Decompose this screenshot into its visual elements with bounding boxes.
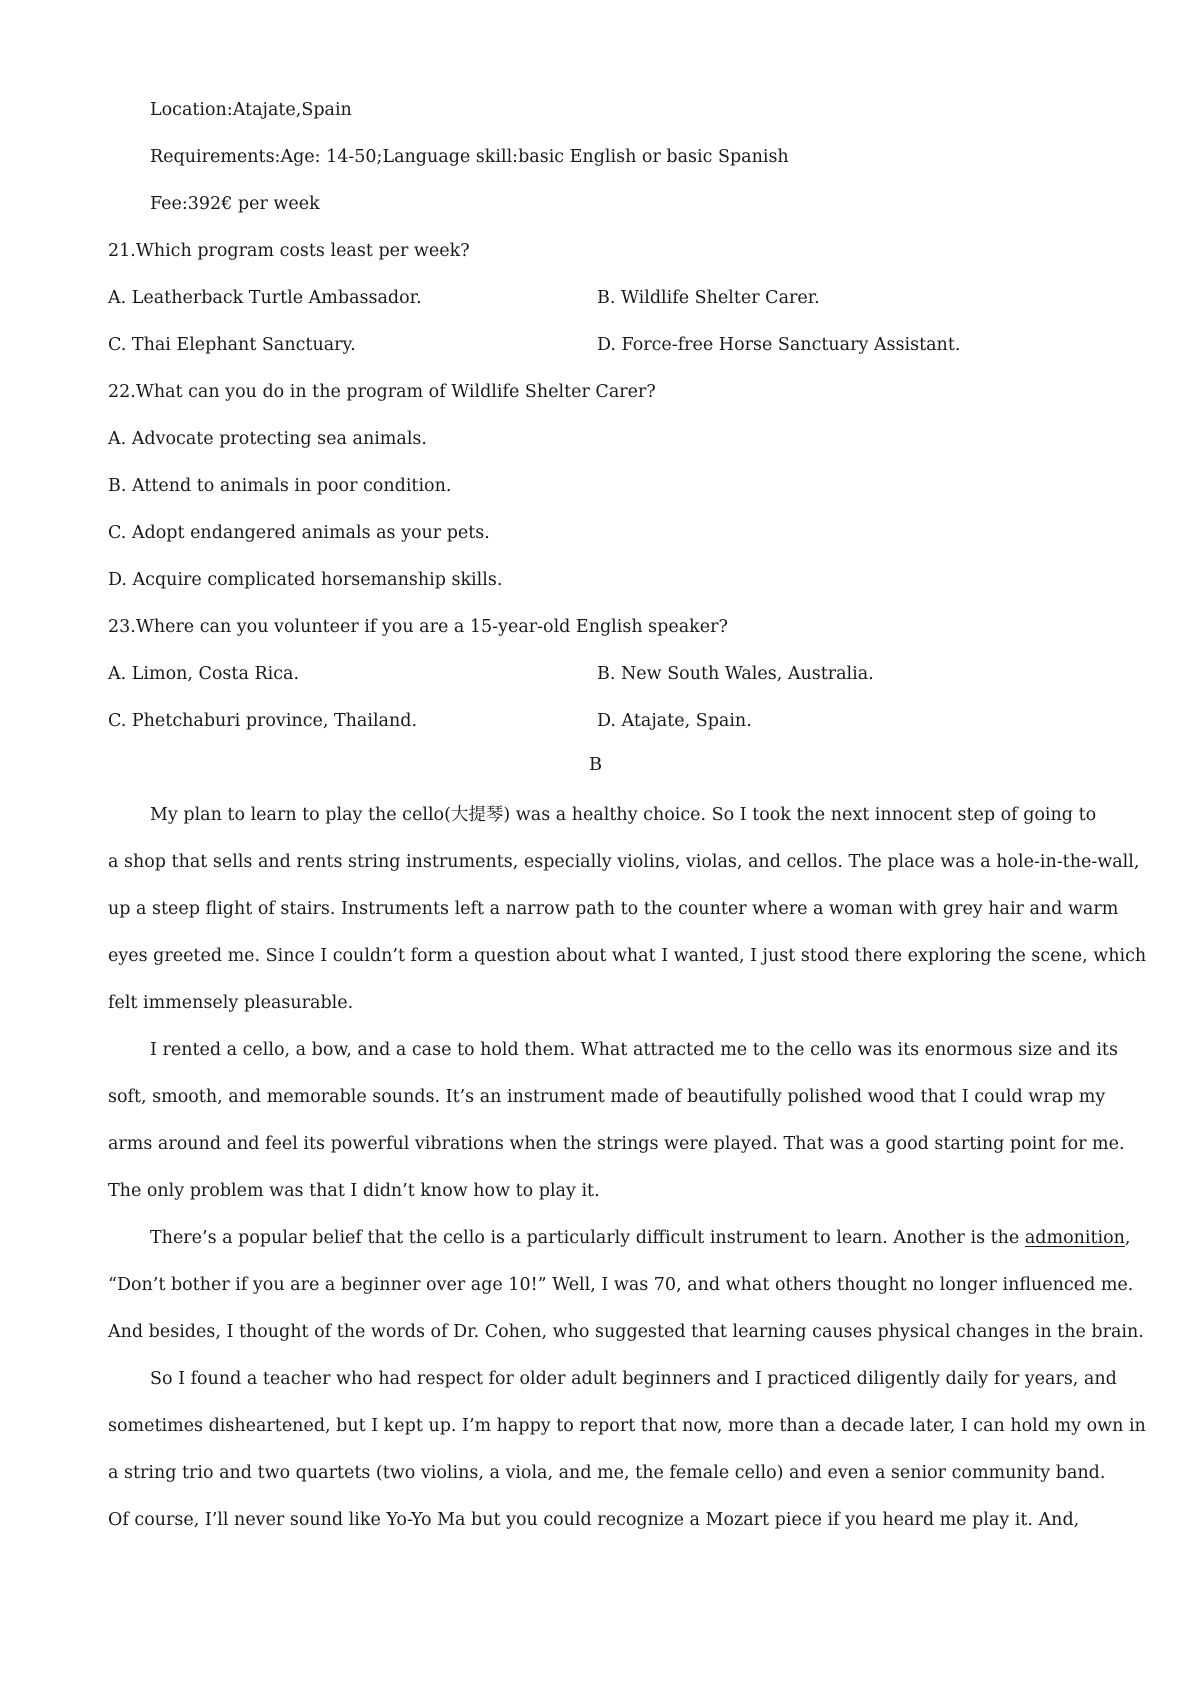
paragraph-1-line: a shop that sells and rents string instruments, especially violins, violas, and cellos. The place was a hole-in-the-wall, xyxy=(108,852,1140,872)
question-21-option-a: A. Leatherback Turtle Ambassador. xyxy=(108,288,422,308)
paragraph-1-line: felt immensely pleasurable. xyxy=(108,993,354,1013)
paragraph-3-text: There’s a popular belief that the cello is a particularly difficult instrument to learn. Another is the xyxy=(150,1228,1025,1248)
paragraph-1-line: up a steep flight of stairs. Instruments left a narrow path to the counter where a woman with grey hair and warm xyxy=(108,899,1119,919)
question-23-stem: 23.Where can you volunteer if you are a 15-year-old English speaker? xyxy=(108,617,728,637)
question-22-option-d: D. Acquire complicated horsemanship skills. xyxy=(108,570,503,590)
section-b-heading: B xyxy=(588,754,603,775)
paragraph-2-line: I rented a cello, a bow, and a case to hold them. What attracted me to the cello was its enormous size and its xyxy=(150,1040,1118,1060)
question-22-option-b: B. Attend to animals in poor condition. xyxy=(108,476,452,496)
paragraph-3-line xyxy=(150,1226,1131,1250)
paragraph-2-line: soft, smooth, and memorable sounds. It’s an instrument made of beautifully polished wood that I could wrap my xyxy=(108,1087,1106,1107)
question-21-stem: 21.Which program costs least per week? xyxy=(108,241,470,261)
question-23-option-d: D. Atajate, Spain. xyxy=(597,711,752,731)
paragraph-3-line: “Don’t bother if you are a beginner over age 10!” Well, I was 70, and what others thought no longer influenced me. xyxy=(108,1275,1134,1295)
paragraph-4-line: So I found a teacher who had respect for older adult beginners and I practiced diligently daily for years, and xyxy=(150,1369,1117,1389)
program-location: Location:Atajate,Spain xyxy=(150,100,352,120)
program-requirements: Requirements:Age: 14-50;Language skill:basic English or basic Spanish xyxy=(150,147,789,167)
question-21-option-b: B. Wildlife Shelter Carer. xyxy=(597,288,820,308)
paragraph-1-line: My plan to learn to play the cello(大提琴) was a healthy choice. So I took the next innocent step of going to xyxy=(150,805,1097,825)
question-22-stem: 22.What can you do in the program of Wildlife Shelter Carer? xyxy=(108,382,656,402)
paragraph-3-punct: , xyxy=(1124,1228,1131,1248)
paragraph-2-line: arms around and feel its powerful vibrations when the strings were played. That was a good starting point for me. xyxy=(108,1134,1125,1154)
underlined-word-admonition: admonition xyxy=(1024,1228,1125,1248)
paragraph-4-line: sometimes disheartened, but I kept up. I’m happy to report that now, more than a decade later, I can hold my own in xyxy=(108,1416,1146,1436)
paragraph-4-line: Of course, I’ll never sound like Yo-Yo Ma but you could recognize a Mozart piece if you heard me play it. And, xyxy=(108,1510,1080,1530)
question-21-option-c: C. Thai Elephant Sanctuary. xyxy=(108,335,356,355)
paragraph-1-line: eyes greeted me. Since I couldn’t form a question about what I wanted, I just stood there exploring the scene, which xyxy=(108,946,1147,966)
paragraph-2-line: The only problem was that I didn’t know how to play it. xyxy=(108,1181,600,1201)
question-22-option-c: C. Adopt endangered animals as your pets. xyxy=(108,523,490,543)
program-fee: Fee:392€ per week xyxy=(150,194,320,214)
paragraph-4-line: a string trio and two quartets (two violins, a viola, and me, the female cello) and even a senior community band. xyxy=(108,1463,1106,1483)
question-23-option-b: B. New South Wales, Australia. xyxy=(597,664,874,684)
question-21-option-d: D. Force-free Horse Sanctuary Assistant. xyxy=(597,335,961,355)
question-22-option-a: A. Advocate protecting sea animals. xyxy=(108,429,427,449)
paragraph-3-line: And besides, I thought of the words of Dr. Cohen, who suggested that learning causes physical changes in the brain. xyxy=(108,1322,1144,1342)
question-23-option-c: C. Phetchaburi province, Thailand. xyxy=(108,711,418,731)
question-23-option-a: A. Limon, Costa Rica. xyxy=(108,664,300,684)
